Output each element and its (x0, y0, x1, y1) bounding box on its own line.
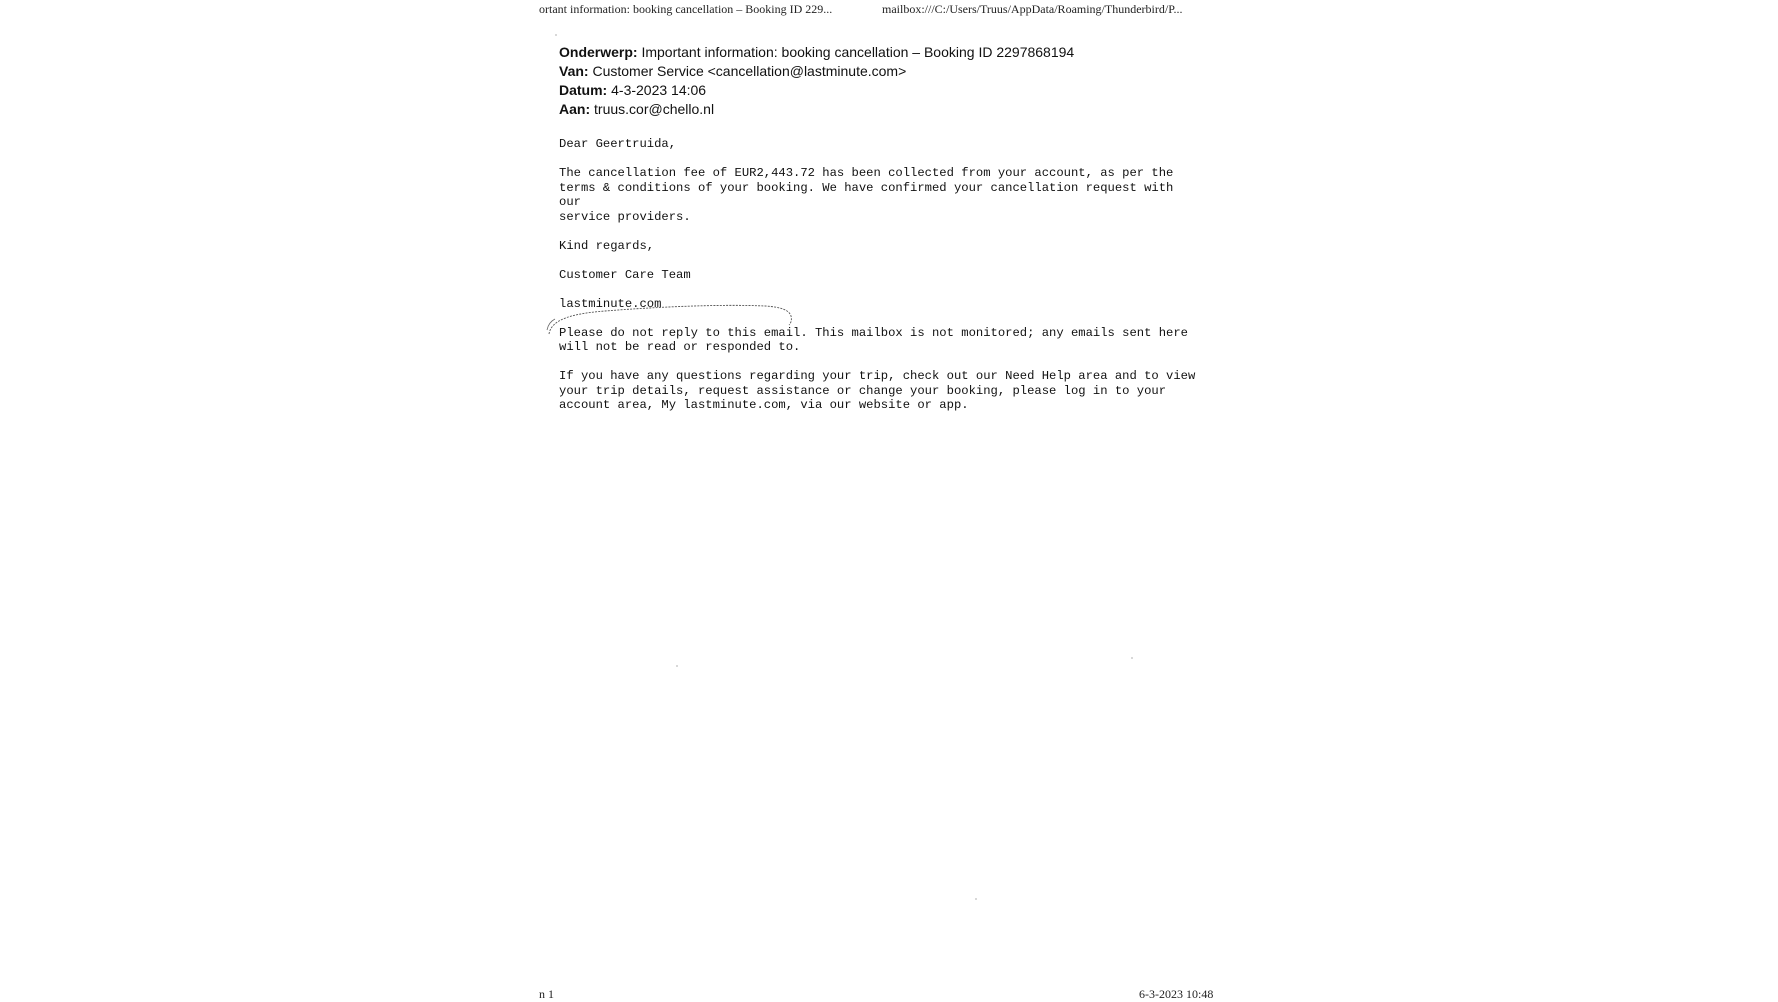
subject-row (559, 43, 1074, 62)
closing: Kind regards, (559, 238, 655, 253)
site-signature: lastminute.com (559, 296, 662, 311)
date-label: Datum: (559, 82, 608, 98)
from-label: Van: (559, 63, 589, 79)
no-reply-paragraph: Please do not reply to this email. This mailbox is not monitored; any emails sent here will not be read or responded to. (559, 325, 1188, 355)
fee-paragraph: The cancellation fee of EUR2,443.72 has been collected from your account, as per the terms & conditions of your booking. We have confirmed your cancellation request with our service providers. (559, 165, 1174, 224)
email-body (559, 137, 1199, 427)
from-row (559, 62, 1074, 81)
greeting: Dear Geertruida, (559, 137, 677, 151)
email-headers (559, 43, 1074, 119)
to-value: truus.cor@chello.nl (594, 101, 715, 117)
team-signature: Customer Care Team (559, 267, 691, 282)
questions-paragraph: If you have any questions regarding your trip, check out our Need Help area and to view your trip details, request assistance or change your booking, please log in to your account area, My lastminute.com, via our website or app. (559, 369, 1196, 413)
scan-speck (676, 665, 678, 667)
print-header-title: ortant information: booking cancellation – Booking ID 229... (539, 2, 833, 16)
date-row (559, 81, 1074, 100)
from-value: Customer Service <cancellation@lastminute.com> (592, 63, 907, 79)
to-row (559, 100, 1074, 119)
subject-value: Important information: booking cancellation – Booking ID 2297868194 (641, 44, 1075, 60)
print-footer-timestamp: 6-3-2023 10:48 (1139, 987, 1214, 1001)
print-footer-page: n 1 (539, 987, 554, 1001)
date-value: 4-3-2023 14:06 (611, 82, 707, 98)
scan-speck (1131, 657, 1133, 659)
print-header-url: mailbox:///C:/Users/Truus/AppData/Roaming/Thunderbird/P... (882, 2, 1183, 16)
scan-speck (975, 898, 977, 900)
scan-speck (555, 34, 557, 36)
subject-label: Onderwerp: (559, 44, 638, 60)
to-label: Aan: (559, 101, 591, 117)
